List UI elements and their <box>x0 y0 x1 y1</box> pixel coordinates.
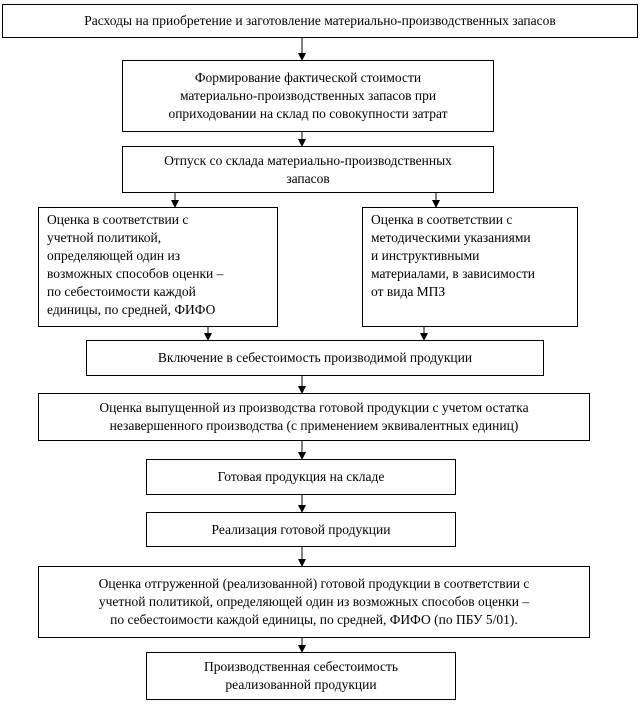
node-actual-cost-formation: Формирование фактической стоимости материально-производственных запасов при оприходовании на склад по совокупности затрат <box>122 60 494 132</box>
node-production-cost-sold: Производственная себестоимость реализованной продукции <box>146 652 456 700</box>
node-finished-goods-valuation: Оценка выпущенной из производства готовой продукции с учетом остатка незавершенного производства (с применением эквивалентных единиц) <box>38 393 590 441</box>
node-shipped-goods-valuation: Оценка отгруженной (реализованной) готовой продукции в соответствии с учетной политикой, определяющей один из возможных способов оценки – по себестоимости каждой единицы, по средней, ФИФО (по ПБУ 5/01). <box>38 566 590 638</box>
node-include-in-production-cost: Включение в себестоимость производимой продукции <box>86 340 544 376</box>
node-sale-finished-goods: Реализация готовой продукции <box>146 512 456 547</box>
node-finished-goods-warehouse: Готовая продукция на складе <box>146 459 456 495</box>
node-purchase-costs: Расходы на приобретение и заготовление материально-производственных запасов <box>2 4 638 38</box>
node-warehouse-release: Отпуск со склада материально-производственных запасов <box>122 146 494 193</box>
node-valuation-accounting-policy: Оценка в соответствии с учетной политикой, определяющей один из возможных способов оценки – по себестоимости каждой единицы, по средней, ФИФО <box>38 207 278 327</box>
node-valuation-methodical-guidelines: Оценка в соответствии с методическими указаниями и инструктивными материалами, в зависимости от вида МПЗ <box>362 207 578 327</box>
